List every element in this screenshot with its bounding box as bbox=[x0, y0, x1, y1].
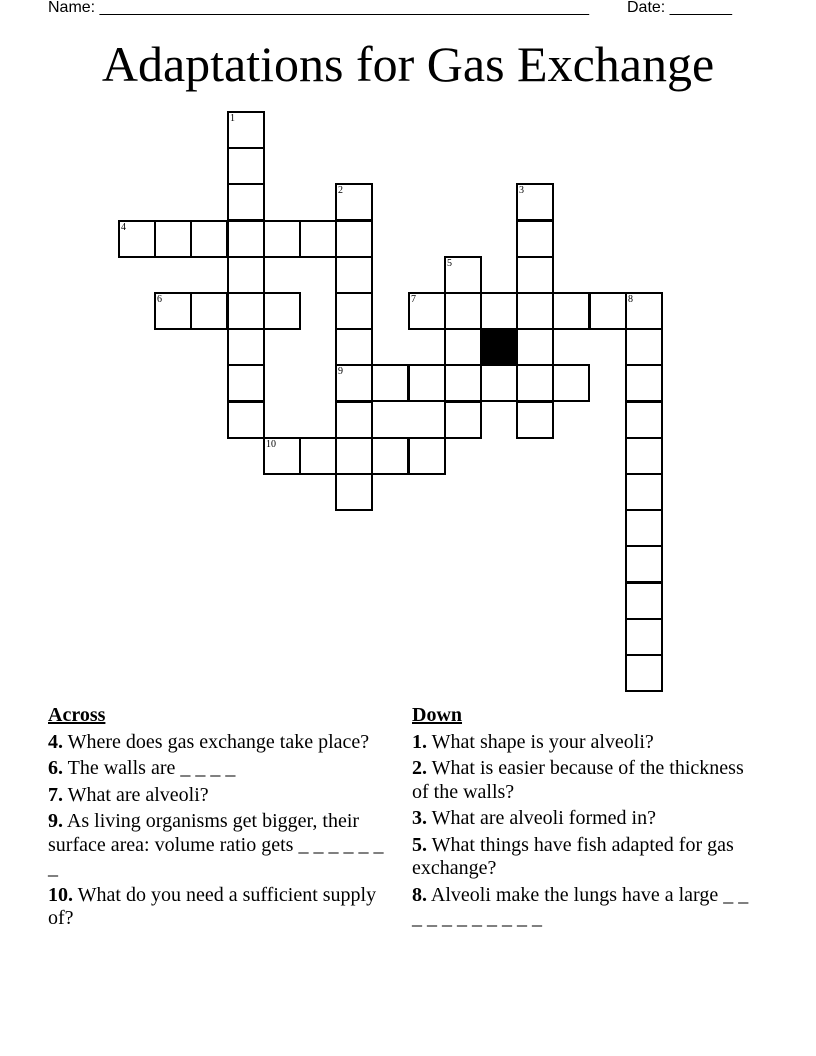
date-label: Date: bbox=[627, 0, 666, 16]
crossword-cell[interactable] bbox=[408, 437, 446, 475]
black-cell bbox=[480, 328, 518, 366]
crossword-cell[interactable] bbox=[118, 220, 156, 258]
crossword-cell[interactable] bbox=[335, 220, 373, 258]
crossword-cell[interactable] bbox=[480, 292, 518, 330]
crossword-cell[interactable] bbox=[408, 292, 446, 330]
clue-number-label: 5 bbox=[447, 258, 452, 269]
clue-number-label: 9 bbox=[338, 366, 343, 377]
clue-down-1 bbox=[412, 731, 752, 755]
clue-number: 5. bbox=[412, 833, 427, 856]
crossword-cell[interactable] bbox=[444, 256, 482, 294]
crossword-cell[interactable] bbox=[625, 618, 663, 656]
down-clues bbox=[412, 704, 752, 934]
crossword-cell[interactable] bbox=[625, 509, 663, 547]
name-label: Name: bbox=[48, 0, 96, 16]
across-heading: Across bbox=[48, 704, 106, 726]
clue-number: 4. bbox=[48, 730, 63, 753]
crossword-cell[interactable] bbox=[335, 437, 373, 475]
crossword-cell[interactable] bbox=[589, 292, 627, 330]
clue-number-label: 10 bbox=[266, 439, 276, 450]
crossword-cell[interactable] bbox=[371, 364, 409, 402]
crossword-cell[interactable] bbox=[299, 437, 337, 475]
clue-number: 7. bbox=[48, 783, 63, 806]
clue-across-7 bbox=[48, 784, 398, 808]
date-field[interactable] bbox=[627, 0, 732, 17]
clue-number: 9. bbox=[48, 810, 63, 832]
crossword-cell[interactable] bbox=[299, 220, 337, 258]
crossword-cell[interactable] bbox=[263, 292, 301, 330]
crossword-cell[interactable] bbox=[516, 401, 554, 439]
crossword-cell[interactable] bbox=[444, 328, 482, 366]
clue-down-3 bbox=[412, 807, 752, 831]
clue-number-label: 6 bbox=[157, 294, 162, 305]
clue-down-5 bbox=[412, 834, 752, 881]
clue-number: 3. bbox=[412, 807, 427, 829]
crossword-cell[interactable] bbox=[408, 364, 446, 402]
crossword-cell[interactable] bbox=[263, 437, 301, 475]
crossword-cell[interactable] bbox=[190, 220, 228, 258]
clue-text: What do you need a sufficient supply of? bbox=[48, 883, 377, 929]
clue-number: 10. bbox=[48, 883, 73, 906]
crossword-cell[interactable] bbox=[335, 183, 373, 221]
crossword-cell[interactable] bbox=[625, 364, 663, 402]
crossword-cell[interactable] bbox=[227, 292, 265, 330]
crossword-cell[interactable] bbox=[625, 328, 663, 366]
crossword-cell[interactable] bbox=[444, 292, 482, 330]
clue-text: What are alveoli formed in? bbox=[431, 807, 656, 829]
crossword-cell[interactable] bbox=[625, 437, 663, 475]
clue-number: 6. bbox=[48, 757, 63, 779]
clue-number: 8. bbox=[412, 883, 427, 906]
crossword-cell[interactable] bbox=[552, 364, 590, 402]
crossword-cell[interactable] bbox=[516, 328, 554, 366]
clue-across-9 bbox=[48, 810, 398, 881]
crossword-cell[interactable] bbox=[227, 401, 265, 439]
clue-number: 1. bbox=[412, 730, 427, 753]
name-blank[interactable]: _______________________________________________________ bbox=[99, 0, 589, 16]
name-field[interactable] bbox=[48, 0, 589, 17]
clue-text: The walls are _ _ _ _ bbox=[67, 757, 236, 779]
crossword-cell[interactable] bbox=[625, 654, 663, 692]
clue-number-label: 1 bbox=[230, 113, 235, 124]
crossword-cell[interactable] bbox=[227, 328, 265, 366]
crossword-cell[interactable] bbox=[480, 364, 518, 402]
crossword-cell[interactable] bbox=[625, 582, 663, 620]
crossword-cell[interactable] bbox=[625, 545, 663, 583]
crossword-cell[interactable] bbox=[516, 220, 554, 258]
across-clues bbox=[48, 704, 398, 934]
crossword-cell[interactable] bbox=[444, 401, 482, 439]
crossword-cell[interactable] bbox=[154, 292, 192, 330]
clue-number-label: 8 bbox=[628, 294, 633, 305]
crossword-cell[interactable] bbox=[516, 183, 554, 221]
crossword-cell[interactable] bbox=[335, 328, 373, 366]
clue-text: Alveoli make the lungs have a large _ _ _ _ _ _ _ _ _ _ _ bbox=[412, 883, 749, 929]
clue-across-6 bbox=[48, 757, 398, 781]
clue-text: Where does gas exchange take place? bbox=[67, 730, 370, 753]
crossword-cell[interactable] bbox=[552, 292, 590, 330]
crossword-cell[interactable] bbox=[263, 220, 301, 258]
crossword-cell[interactable] bbox=[516, 292, 554, 330]
clue-number-label: 2 bbox=[338, 185, 343, 196]
crossword-cell[interactable] bbox=[227, 183, 265, 221]
crossword-cell[interactable] bbox=[335, 256, 373, 294]
crossword-cell[interactable] bbox=[335, 473, 373, 511]
crossword-cell[interactable] bbox=[190, 292, 228, 330]
clue-text: What is easier because of the thickness of the walls? bbox=[412, 757, 744, 803]
crossword-cell[interactable] bbox=[516, 256, 554, 294]
clue-text: What are alveoli? bbox=[67, 783, 209, 806]
clue-number-label: 7 bbox=[411, 294, 416, 305]
clue-down-2 bbox=[412, 757, 752, 804]
clue-across-4 bbox=[48, 731, 398, 755]
crossword-cell[interactable] bbox=[335, 364, 373, 402]
crossword-cell[interactable] bbox=[444, 364, 482, 402]
clue-text: What things have fish adapted for gas exchange? bbox=[412, 833, 734, 879]
crossword-cell[interactable] bbox=[625, 473, 663, 511]
crossword-cell[interactable] bbox=[227, 111, 265, 149]
page-title: Adaptations for Gas Exchange bbox=[101, 36, 715, 92]
crossword-cell[interactable] bbox=[227, 256, 265, 294]
crossword-cell[interactable] bbox=[335, 401, 373, 439]
clue-number-label: 3 bbox=[519, 185, 524, 196]
crossword-cell[interactable] bbox=[154, 220, 192, 258]
clue-across-10 bbox=[48, 884, 398, 931]
crossword-cell[interactable] bbox=[227, 364, 265, 402]
crossword-cell[interactable] bbox=[227, 220, 265, 258]
crossword-cell[interactable] bbox=[516, 364, 554, 402]
clue-number: 2. bbox=[412, 757, 427, 779]
date-blank[interactable]: _______ bbox=[669, 0, 732, 16]
crossword-cell[interactable] bbox=[227, 147, 265, 185]
crossword-cell[interactable] bbox=[371, 437, 409, 475]
clue-number-label: 4 bbox=[121, 222, 126, 233]
clue-text: What shape is your alveoli? bbox=[431, 730, 654, 753]
clue-down-8 bbox=[412, 884, 752, 931]
clue-text: As living organisms get bigger, their surface area: volume ratio gets _ _ _ _ _ _ _ bbox=[48, 810, 384, 879]
down-heading: Down bbox=[412, 704, 463, 726]
crossword-cell[interactable] bbox=[625, 401, 663, 439]
crossword-cell[interactable] bbox=[625, 292, 663, 330]
crossword-cell[interactable] bbox=[335, 292, 373, 330]
